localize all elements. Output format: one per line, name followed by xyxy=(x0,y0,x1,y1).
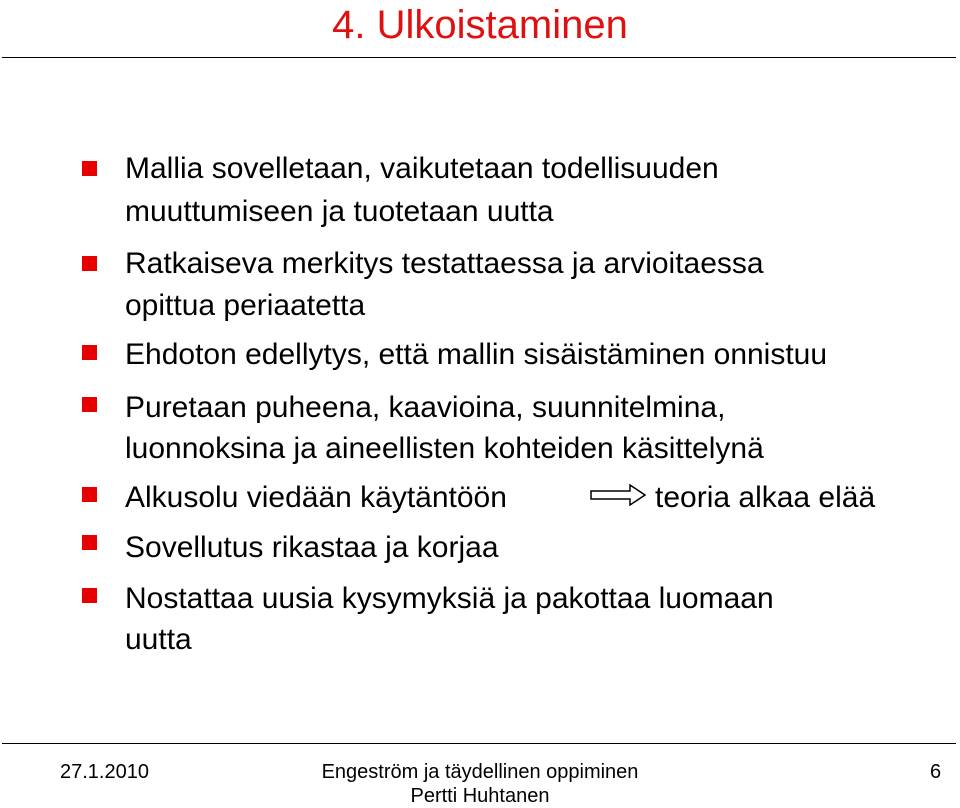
footer-divider xyxy=(2,743,956,744)
bullet-4-line-2: luonnoksina ja aineellisten kohteiden käsittelynä xyxy=(125,432,764,465)
bullet-7-line-1: Nostattaa uusia kysymyksiä ja pakottaa luomaan xyxy=(125,582,774,615)
bullet-3-line-1: Ehdoton edellytys, että mallin sisäistäminen onnistuu xyxy=(125,338,828,371)
bullet-marker-6 xyxy=(82,535,97,550)
bullet-7-line-2: uutta xyxy=(125,623,192,656)
footer-date: 27.1.2010 xyxy=(60,761,149,783)
bullet-marker-4 xyxy=(82,397,97,412)
bullet-2-line-1: Ratkaiseva merkitys testattaessa ja arvioitaessa xyxy=(125,247,764,280)
bullet-marker-2 xyxy=(82,256,97,271)
bullet-5-arrow-target: teoria alkaa elää xyxy=(655,481,876,514)
slide-title: 4. Ulkoistaminen xyxy=(332,3,628,47)
bullet-4-line-1: Puretaan puheena, kaavioina, suunnitelmina, xyxy=(125,391,726,424)
implies-arrow-icon xyxy=(590,484,646,506)
bullet-1-line-2: muuttumiseen ja tuotetaan uutta xyxy=(125,195,554,228)
footer-title: Engeström ja täydellinen oppiminen xyxy=(321,761,639,783)
bullet-2-line-2: opittua periaatetta xyxy=(125,289,366,322)
bullet-marker-7 xyxy=(82,588,97,603)
footer-page-number: 6 xyxy=(930,761,942,783)
bullet-marker-5 xyxy=(82,487,97,502)
title-divider xyxy=(2,57,956,58)
bullet-6-line-1: Sovellutus rikastaa ja korjaa xyxy=(125,531,499,564)
bullet-marker-3 xyxy=(82,345,97,360)
bullet-1-line-1: Mallia sovelletaan, vaikutetaan todellisuuden xyxy=(125,152,719,185)
bullet-marker-1 xyxy=(82,161,97,176)
footer-author: Pertti Huhtanen xyxy=(410,785,550,807)
bullet-5-line-1: Alkusolu viedään käytäntöön xyxy=(125,481,507,514)
